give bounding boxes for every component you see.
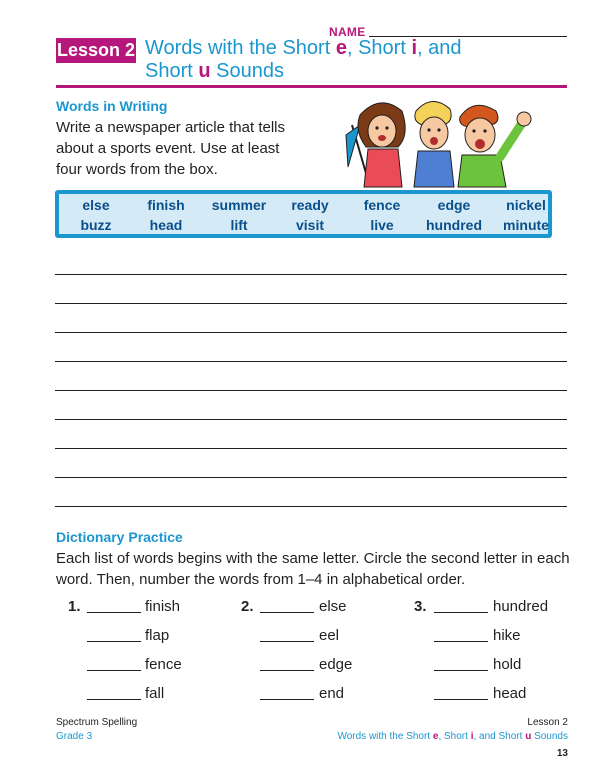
footer-book-title: Spectrum Spelling [56, 717, 138, 728]
footer-subtitle-part: Sounds [531, 731, 568, 742]
title-part: Sounds [210, 60, 284, 82]
group-number: 2. [241, 598, 254, 615]
word-box-word: buzz [80, 217, 112, 233]
footer-grade: Grade 3 [56, 731, 93, 742]
word-box-word: head [149, 217, 183, 233]
writing-line[interactable] [55, 390, 567, 391]
writing-line[interactable] [55, 419, 567, 420]
word-box-word: ready [291, 197, 329, 213]
writing-line[interactable] [55, 332, 567, 333]
dictionary-word: flap [145, 627, 170, 644]
writing-line[interactable] [55, 303, 567, 304]
title-part: , and [417, 37, 462, 59]
writing-line[interactable] [55, 361, 567, 362]
name-label: NAME [329, 25, 366, 39]
dictionary-instructions: Each list of words begins with the same letter. Circle the second letter in each word. Then, number the words from 1–4 in alphabetical order. [56, 550, 570, 588]
word-box-word: edge [437, 197, 471, 213]
writing-line[interactable] [55, 477, 567, 478]
word-box-word: nickel [506, 197, 546, 213]
group-number: 1. [68, 598, 81, 615]
answer-blank[interactable] [260, 699, 314, 700]
kids-cheering-illustration [340, 95, 552, 190]
dictionary-word: finish [145, 598, 181, 615]
title-letter-i: i [411, 37, 417, 59]
dictionary-word: eel [319, 627, 340, 644]
dictionary-word: hold [493, 656, 522, 673]
title-part: Short [145, 60, 199, 82]
lesson-badge: Lesson 2 [56, 38, 136, 63]
title-letter-e: e [335, 37, 347, 59]
dictionary-word: end [319, 685, 345, 702]
title-part: Words with the Short [145, 37, 336, 59]
page-title [145, 37, 565, 83]
footer-subtitle [337, 731, 568, 742]
word-box-word: finish [147, 197, 185, 213]
dictionary-word: hundred [493, 598, 549, 615]
word-box [55, 190, 552, 238]
answer-blank[interactable] [260, 612, 314, 613]
word-box-word: live [370, 217, 394, 233]
word-box-word: summer [211, 197, 267, 213]
word-box-word: hundred [426, 217, 482, 233]
title-rule [56, 85, 567, 88]
writing-line[interactable] [55, 274, 567, 275]
word-box-word: else [82, 197, 110, 213]
word-box-word: fence [363, 197, 401, 213]
dictionary-word: edge [319, 656, 353, 673]
writing-line[interactable] [55, 506, 567, 507]
page-number: 13 [556, 748, 568, 759]
word-box-row [59, 217, 548, 237]
footer-subtitle-part: , Short [438, 731, 471, 742]
answer-blank[interactable] [260, 641, 314, 642]
answer-blank[interactable] [87, 612, 141, 613]
word-box-inner [59, 194, 548, 234]
answer-blank[interactable] [434, 699, 488, 700]
footer-letter-e: e [432, 731, 439, 742]
word-box-word: minute [503, 217, 549, 233]
answer-blank[interactable] [434, 612, 488, 613]
dictionary-word: fence [145, 656, 182, 673]
writing-instructions: Write a newspaper article that tells about a sports event. Use at least four words from the box. [56, 119, 285, 178]
answer-blank[interactable] [87, 641, 141, 642]
section-heading-words-in-writing: Words in Writing [56, 98, 168, 114]
footer-letter-u: u [525, 731, 532, 742]
answer-blank[interactable] [260, 670, 314, 671]
answer-blank[interactable] [87, 670, 141, 671]
word-box-word: visit [295, 217, 325, 233]
group-number: 3. [414, 598, 427, 615]
answer-blank[interactable] [434, 641, 488, 642]
title-letter-u: u [198, 60, 211, 82]
title-part: , Short [346, 37, 412, 59]
answer-blank[interactable] [434, 670, 488, 671]
section-heading-dictionary-practice: Dictionary Practice [56, 529, 183, 545]
dictionary-word: fall [145, 685, 165, 702]
footer-letter-i: i [470, 731, 474, 742]
footer-subtitle-part: Words with the Short [337, 731, 433, 742]
answer-blank[interactable] [87, 699, 141, 700]
dictionary-word: hike [493, 627, 521, 644]
word-box-row [59, 197, 548, 217]
writing-line[interactable] [55, 448, 567, 449]
footer-lesson: Lesson 2 [527, 717, 568, 728]
dictionary-word: head [493, 685, 527, 702]
word-box-word: lift [230, 217, 248, 233]
footer-subtitle-part: , and Short [473, 731, 526, 742]
dictionary-word: else [319, 598, 347, 615]
